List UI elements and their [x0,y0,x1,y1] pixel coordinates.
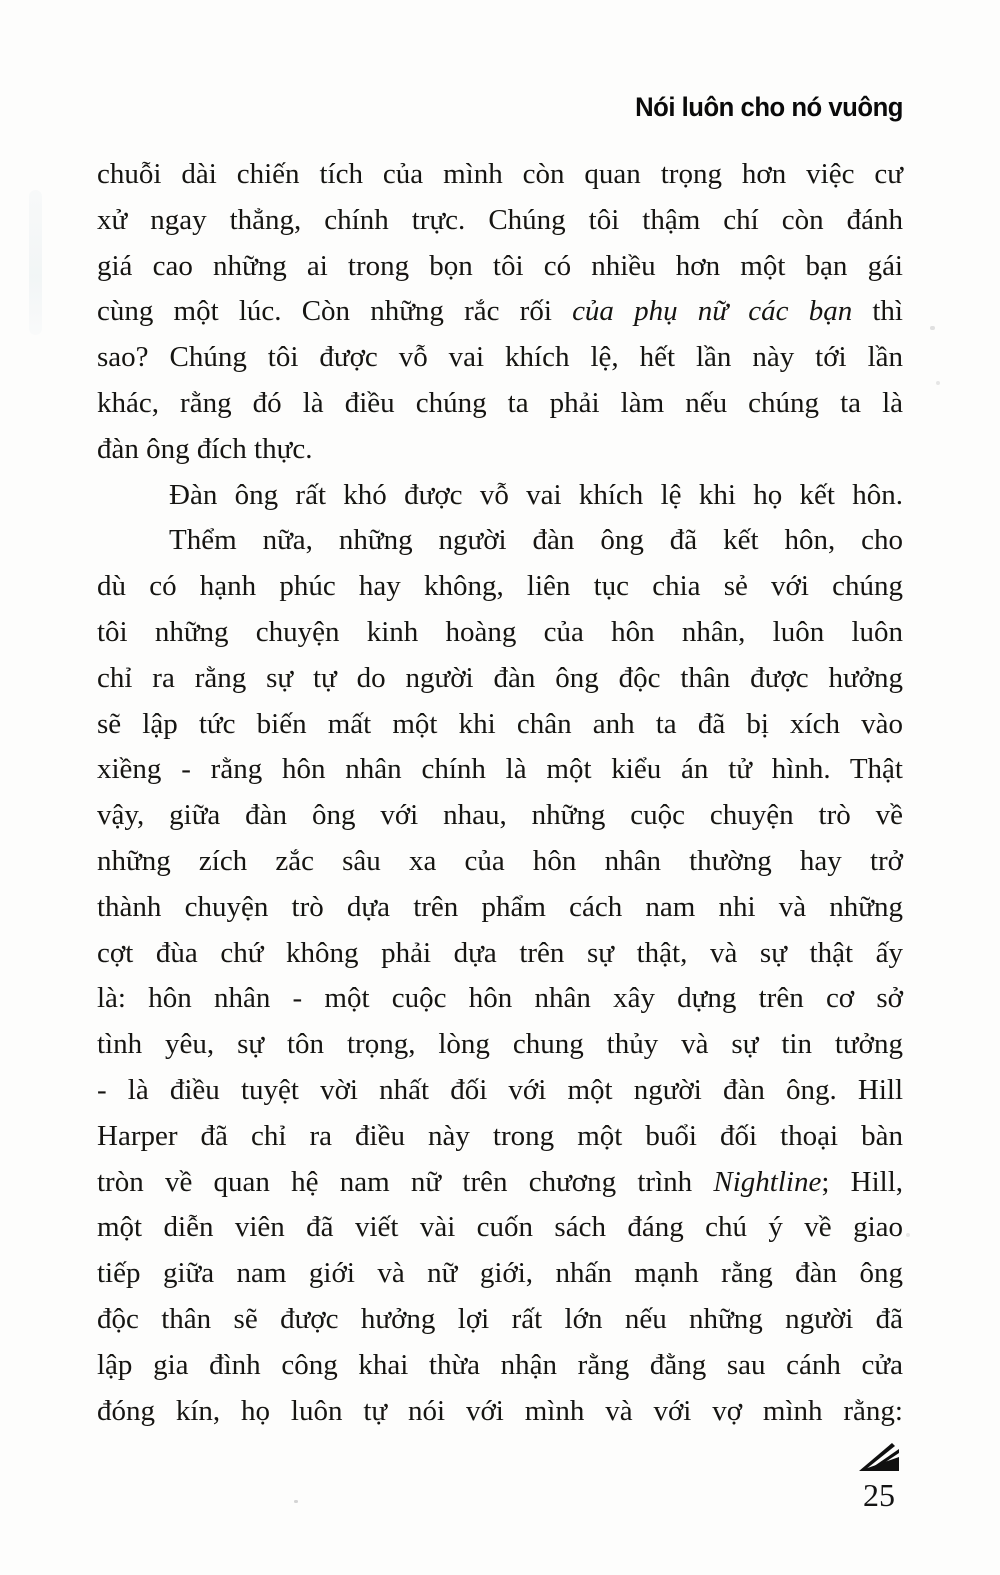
text-run: một diễn viên đã viết vài cuốn sách đáng chú ý về giao [97,1211,903,1244]
text-line [97,976,903,1022]
scan-smudge [29,190,42,335]
text-run: cùng một lúc. Còn những rắc rối [97,295,573,328]
text-run: là: hôn nhân - một cuộc hôn nhân xây dựng trên cơ sở [97,982,903,1015]
text-run: xử ngay thẳng, chính trực. Chúng tôi thậm chí còn đánh [97,203,903,236]
text-line [97,1343,903,1389]
text-line [97,656,903,702]
text-run: ; Hill, [821,1165,904,1198]
text-run: những zích zắc sâu xa của hôn nhân thường hay trở [97,844,903,877]
paragraph [97,473,903,519]
text-run: chuỗi dài chiến tích của mình còn quan trọng hơn việc cư [97,158,903,190]
text-run: giá cao những ai trong bọn tôi có nhiều hơn một bạn gái [97,249,903,282]
text-line [97,931,903,977]
text-run: tình yêu, sự tôn trọng, lòng chung thủy và sự tin tưởng [97,1028,903,1061]
text-run: sao? Chúng tôi được vỗ vai khích lệ, hết lần này tới lần [97,341,903,374]
text-run: thì [852,295,903,328]
text-line [97,381,903,427]
page-footer [851,1441,907,1513]
text-run: sẽ lập tức biến mất một khi chân anh ta đã bị xích vào [97,707,903,740]
text-run: xiềng - rằng hôn nhân chính là một kiểu án tử hình. Thật [97,753,903,786]
italic-text-run: Nightline [713,1165,822,1198]
publisher-swoosh-icon [856,1441,902,1475]
text-line [97,1160,903,1206]
text-run: cợt đùa chứ không phải dựa trên sự thật, và sự thật ấy [97,936,903,969]
text-run: - là điều tuyệt vời nhất đối với một người đàn ông. Hill [97,1073,903,1106]
text-run: đóng kín, họ luôn tự nói với mình và với vợ mình rằng: [97,1394,903,1427]
scan-speck [294,1500,298,1503]
scan-speck [930,326,935,330]
text-line [97,793,903,839]
text-line [97,427,903,473]
text-line [97,702,903,748]
text-run: khác, rằng đó là điều chúng ta phải làm nếu chúng ta là [97,386,903,419]
text-run: Đàn ông rất khó được vỗ vai khích lệ khi họ kết hôn. [169,478,903,511]
text-line [97,564,903,610]
text-line [97,289,903,335]
text-line [97,473,903,519]
text-line [97,198,903,244]
italic-text-run: của phụ nữ các bạn [572,295,853,328]
text-line [97,1205,903,1251]
text-line [97,1022,903,1068]
text-line [97,610,903,656]
text-line [97,518,903,564]
text-run: đàn ông đích thực. [97,432,313,465]
text-line [97,1251,903,1297]
text-line [97,152,903,198]
text-line [97,885,903,931]
paragraph [97,152,903,473]
text-run: Thểm nữa, những người đàn ông đã kết hôn, cho [169,524,903,557]
page-number: 25 [863,1477,895,1513]
text-run: tiếp giữa nam giới và nữ giới, nhấn mạnh rằng đàn ông [97,1257,903,1290]
text-line [97,1114,903,1160]
text-line [97,747,903,793]
text-run: thành chuyện trò dựa trên phẩm cách nam nhi và những [97,890,903,923]
text-line [97,335,903,381]
text-run: vậy, giữa đàn ông với nhau, những cuộc chuyện trò về [97,799,903,832]
body-text [97,152,903,1434]
text-run: chỉ ra rằng sự tự do người đàn ông độc thân được hưởng [97,661,903,694]
paragraph [97,518,903,1434]
text-run: Harper đã chỉ ra điều này trong một buổi đối thoại bàn [97,1119,903,1152]
text-line [97,244,903,290]
text-run: dù có hạnh phúc hay không, liên tục chia sẻ với chúng [97,570,903,603]
text-run: độc thân sẽ được hưởng lợi rất lớn nếu những người đã [97,1302,903,1335]
text-line [97,839,903,885]
text-run: lập gia đình công khai thừa nhận rằng đằng sau cánh cửa [97,1348,903,1381]
text-line [97,1297,903,1343]
text-line [97,1068,903,1114]
text-run: tròn về quan hệ nam nữ trên chương trình [97,1165,714,1198]
running-head-title: Nói luôn cho nó vuông [635,92,903,122]
text-run: tôi những chuyện kinh hoàng của hôn nhân, luôn luôn [97,615,903,648]
text-line [97,1389,903,1435]
scan-speck [936,381,940,385]
scan-speck [906,1233,910,1237]
